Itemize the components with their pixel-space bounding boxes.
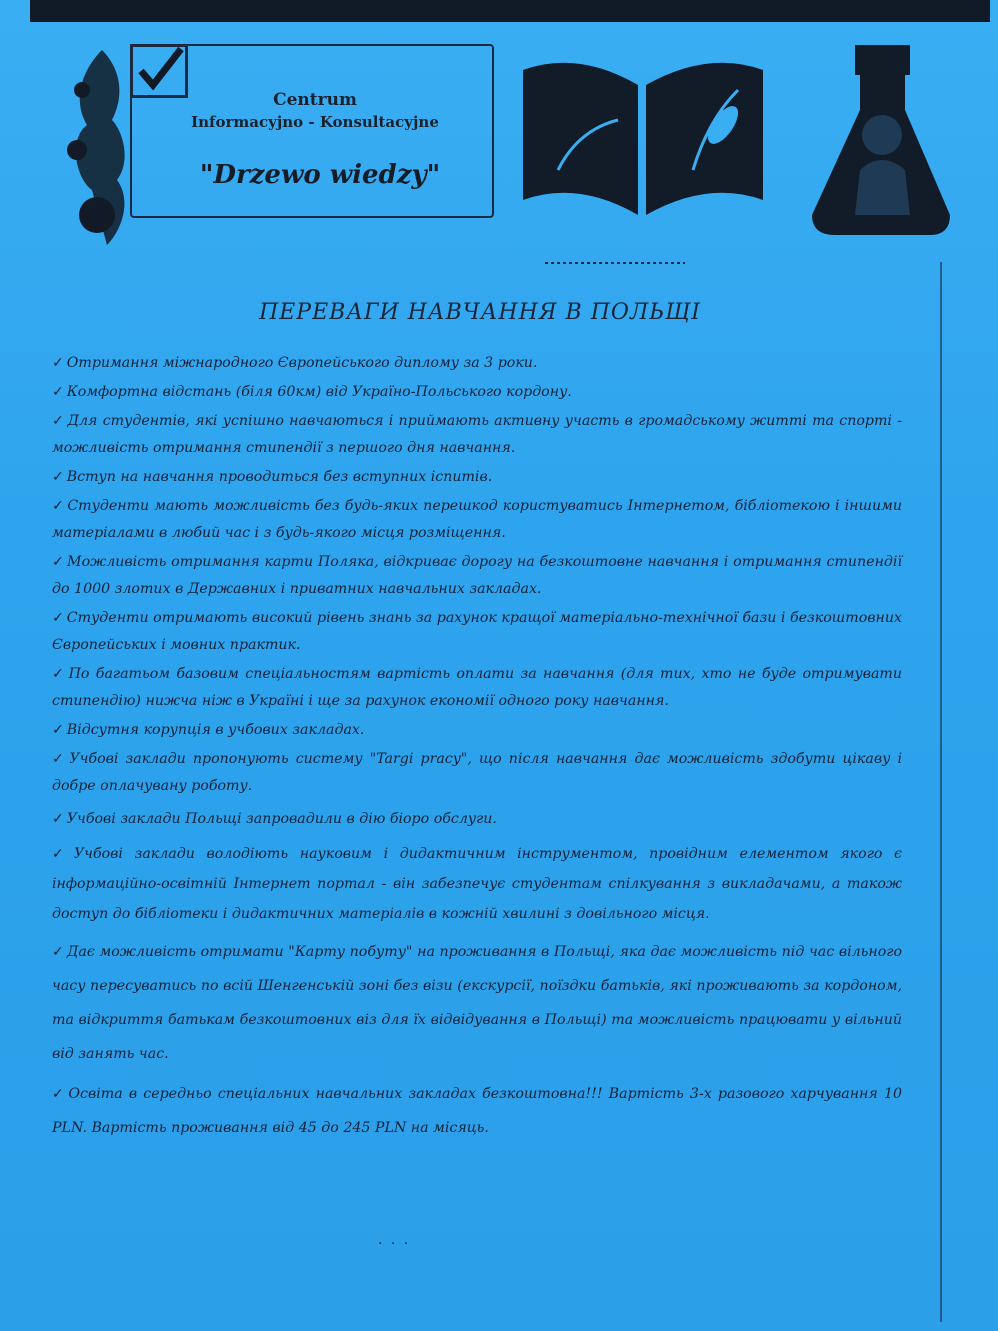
list-item — [52, 806, 902, 833]
list-item — [52, 549, 902, 603]
item-text: Дає можливість отримати "Карту побуту" на проживання в Польщі, яка дає можливість під час вільного часу пересуватись по всій Шенгенській зоні без візи (екскурсії, поїздки батьків, які проживають за кордоном, та відкриття батькам безкоштовних віз для їх відвідування в Польщі) та можливість працювати у вільний від занять час. — [52, 944, 902, 1062]
check-icon: ✓ — [52, 751, 67, 767]
list-item — [52, 661, 902, 715]
item-text: Комфортна відстань (біля 60км) від Україно-Польського кордону. — [66, 384, 572, 400]
check-icon: ✓ — [52, 846, 71, 862]
list-item — [52, 379, 902, 406]
item-text: Учбові заклади володіють науковим і дидактичним інструментом, провідним елементом якого є інформаційно-освітній Інтернет портал - він забезпечує студентам спілкування з викладачами, а також доступ до бібліотеки і дидактичних матеріалів в кожній хвилині з довільного місця. — [52, 846, 902, 922]
item-text: Учбові заклади Польщі запровадили в дію біоро обслуги. — [66, 811, 497, 827]
check-icon: ✓ — [52, 1086, 66, 1102]
footer-marks: · · · — [378, 1236, 411, 1252]
list-item — [52, 935, 902, 1071]
checkbox-logo-icon — [130, 44, 188, 98]
document-title: ПЕРЕВАГИ НАВЧАННЯ В ПОЛЬЩІ — [259, 300, 701, 325]
list-item — [52, 839, 902, 929]
item-text: Освіта в середньо спеціальних навчальних закладах безкоштовна!!! Вартість 3-х разового харчування 10 PLN. Вартість проживання від 45 до 245 PLN на місяць. — [52, 1086, 902, 1136]
scholar-flask-illustration-icon — [800, 40, 960, 240]
check-icon: ✓ — [52, 355, 64, 371]
list-item — [52, 746, 902, 800]
check-icon: ✓ — [52, 384, 64, 400]
item-text: Для студентів, які успішно навчаються і приймають активну участь в громадському житті та спорті - можливість отримання стипендії з першого дня навчання. — [52, 413, 902, 456]
list-item — [52, 464, 902, 491]
advantages-list — [52, 350, 902, 1145]
check-icon: ✓ — [52, 554, 65, 570]
header-rule — [545, 262, 685, 264]
list-item — [52, 717, 902, 744]
check-icon: ✓ — [52, 469, 64, 485]
page-frame-right — [940, 262, 942, 1322]
check-icon: ✓ — [52, 413, 65, 429]
check-icon: ✓ — [52, 666, 66, 682]
list-item — [52, 408, 902, 462]
list-item — [52, 1077, 902, 1145]
open-book-illustration-icon — [518, 50, 768, 220]
item-text: Учбові заклади пропонують систему "Targi pracy", що після навчання дає можливість здобути цікаву і добре оплачувану роботу. — [52, 751, 902, 794]
item-text: Відсутня корупція в учбових закладах. — [66, 722, 365, 738]
check-icon: ✓ — [52, 610, 64, 626]
center-line-1: Centrum — [273, 90, 357, 110]
item-text: Можливість отримання карти Поляка, відкриває дорогу на безкоштовне навчання і отримання стипендії до 1000 злотих в Державних і приватних навчальних закладах. — [52, 554, 902, 597]
item-text: Вступ на навчання проводиться без вступних іспитів. — [66, 469, 493, 485]
check-icon: ✓ — [52, 944, 64, 960]
check-icon: ✓ — [52, 811, 64, 827]
check-icon: ✓ — [52, 722, 64, 738]
list-item — [52, 350, 902, 377]
item-text: Студенти отримають високий рівень знань за рахунок кращої матеріально-технічної бази і безкоштовних Європейських і мовних практик. — [52, 610, 902, 653]
list-item — [52, 605, 902, 659]
top-dark-band — [30, 0, 990, 22]
center-name: "Drzewo wiedzy" — [199, 160, 441, 190]
list-item — [52, 493, 902, 547]
tree-logo-icon — [62, 30, 140, 260]
item-text: Студенти мають можливість без будь-яких перешкод користуватись Інтернетом, бібліотекою і іншими матеріалами в любий час і з будь-якого місця розміщення. — [52, 498, 902, 541]
item-text: По багатьом базовим спеціальностям вартість оплати за навчання (для тих, хто не буде отримувати стипендію) нижча ніж в Україні і ще за рахунок економії одного року навчання. — [52, 666, 902, 709]
check-icon: ✓ — [52, 498, 65, 514]
item-text: Отримання міжнародного Європейського диплому за 3 роки. — [66, 355, 538, 371]
center-line-2: Informacyjno - Konsultacyjne — [191, 113, 439, 131]
